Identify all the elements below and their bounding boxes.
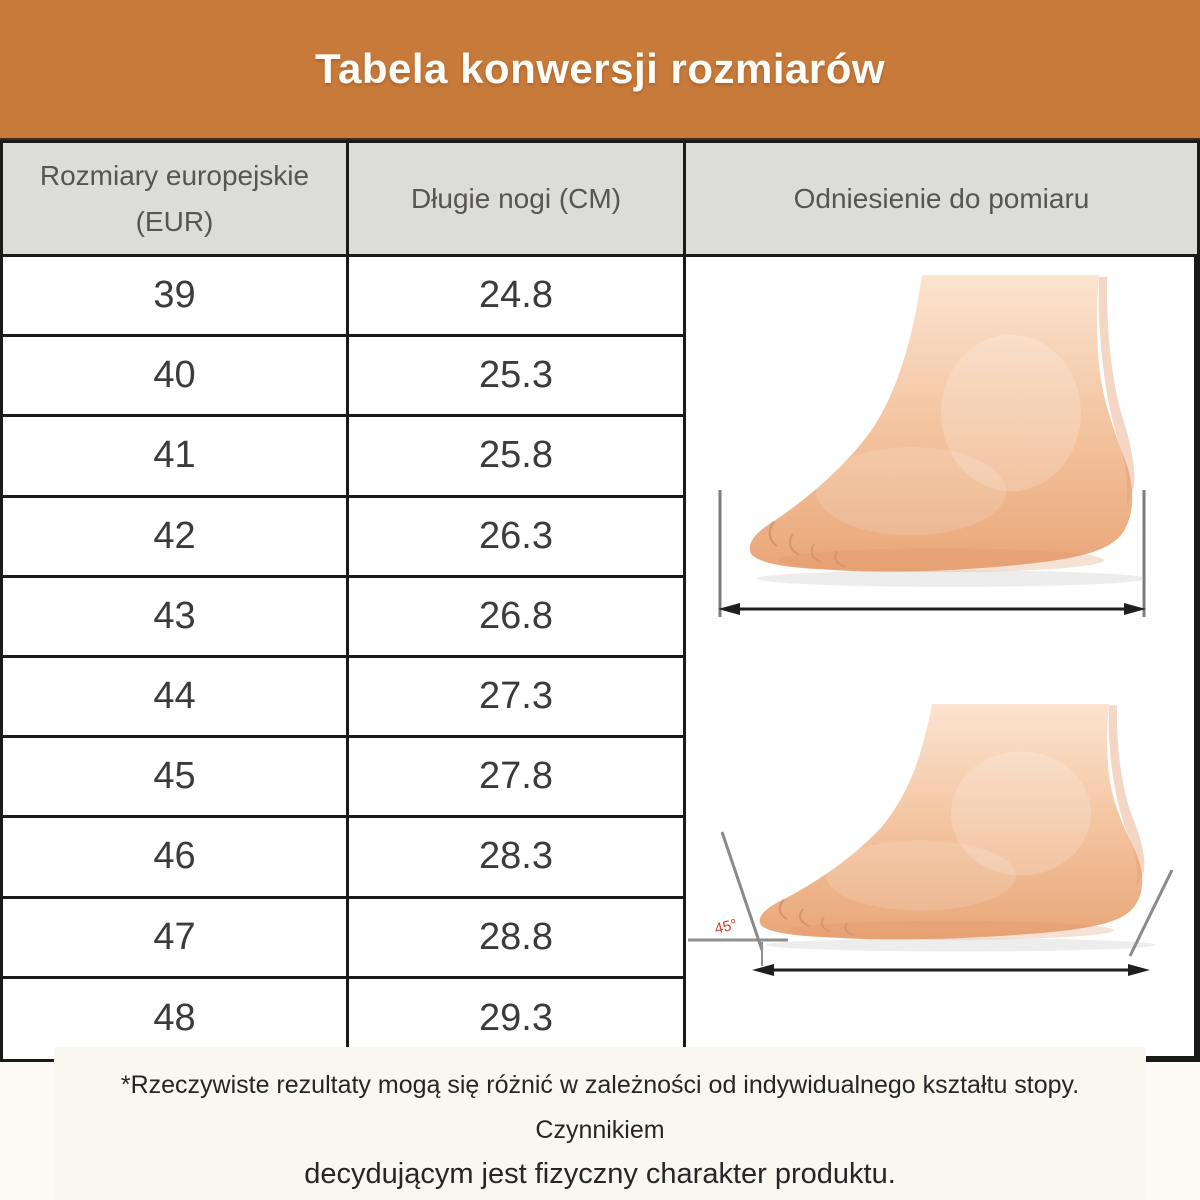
foot-length-cell: 25.3 — [349, 337, 686, 417]
disclaimer-line2: decydującym jest fizyczny charakter produktu. — [304, 1158, 896, 1191]
size-conversion-table — [0, 140, 1200, 1062]
header-eur-line2: (EUR) — [135, 205, 214, 237]
foot-length-cell: 28.8 — [349, 899, 686, 979]
angle-45-label: 45° — [712, 915, 739, 938]
foot-length-cell: 26.8 — [349, 578, 686, 658]
foot-length-cell: 26.3 — [349, 498, 686, 578]
eur-size-cell: 39 — [3, 257, 349, 337]
header-eur-sizes — [3, 143, 349, 257]
eur-size-cell: 45 — [3, 738, 349, 818]
header-measurement-reference: Odniesienie do pomiaru — [686, 143, 1197, 257]
foot-length-illustration — [704, 265, 1176, 637]
disclaimer-box — [54, 1047, 1146, 1200]
header-eur-line1: Rozmiary europejskie — [39, 160, 310, 192]
eur-size-cell: 48 — [3, 979, 349, 1059]
banner — [0, 0, 1200, 140]
eur-size-cell: 46 — [3, 818, 349, 898]
eur-size-cell: 40 — [3, 337, 349, 417]
header-foot-length: Długie nogi (CM) — [349, 143, 686, 257]
disclaimer-line1: *Rzeczywiste rezultaty mogą się różnić w zależności od indywidualnego kształtu stopy. Czynnikiem — [120, 1071, 1080, 1145]
eur-size-cell: 47 — [3, 899, 349, 979]
page-title: Tabela konwersji rozmiarów — [314, 45, 886, 92]
eur-size-cell: 44 — [3, 658, 349, 738]
footer — [0, 1062, 1200, 1199]
measurement-illustrations — [686, 257, 1197, 1059]
foot-length-cell: 24.8 — [349, 257, 686, 337]
foot-length-cell: 25.8 — [349, 417, 686, 497]
foot-length-cell: 27.8 — [349, 738, 686, 818]
foot-length-cell: 29.3 — [349, 979, 686, 1059]
foot-length-cell: 27.3 — [349, 658, 686, 738]
eur-size-cell: 42 — [3, 498, 349, 578]
eur-size-cell: 43 — [3, 578, 349, 658]
eur-size-cell: 41 — [3, 417, 349, 497]
foot-length-cell: 28.3 — [349, 818, 686, 898]
foot-angle-illustration — [688, 664, 1193, 1042]
